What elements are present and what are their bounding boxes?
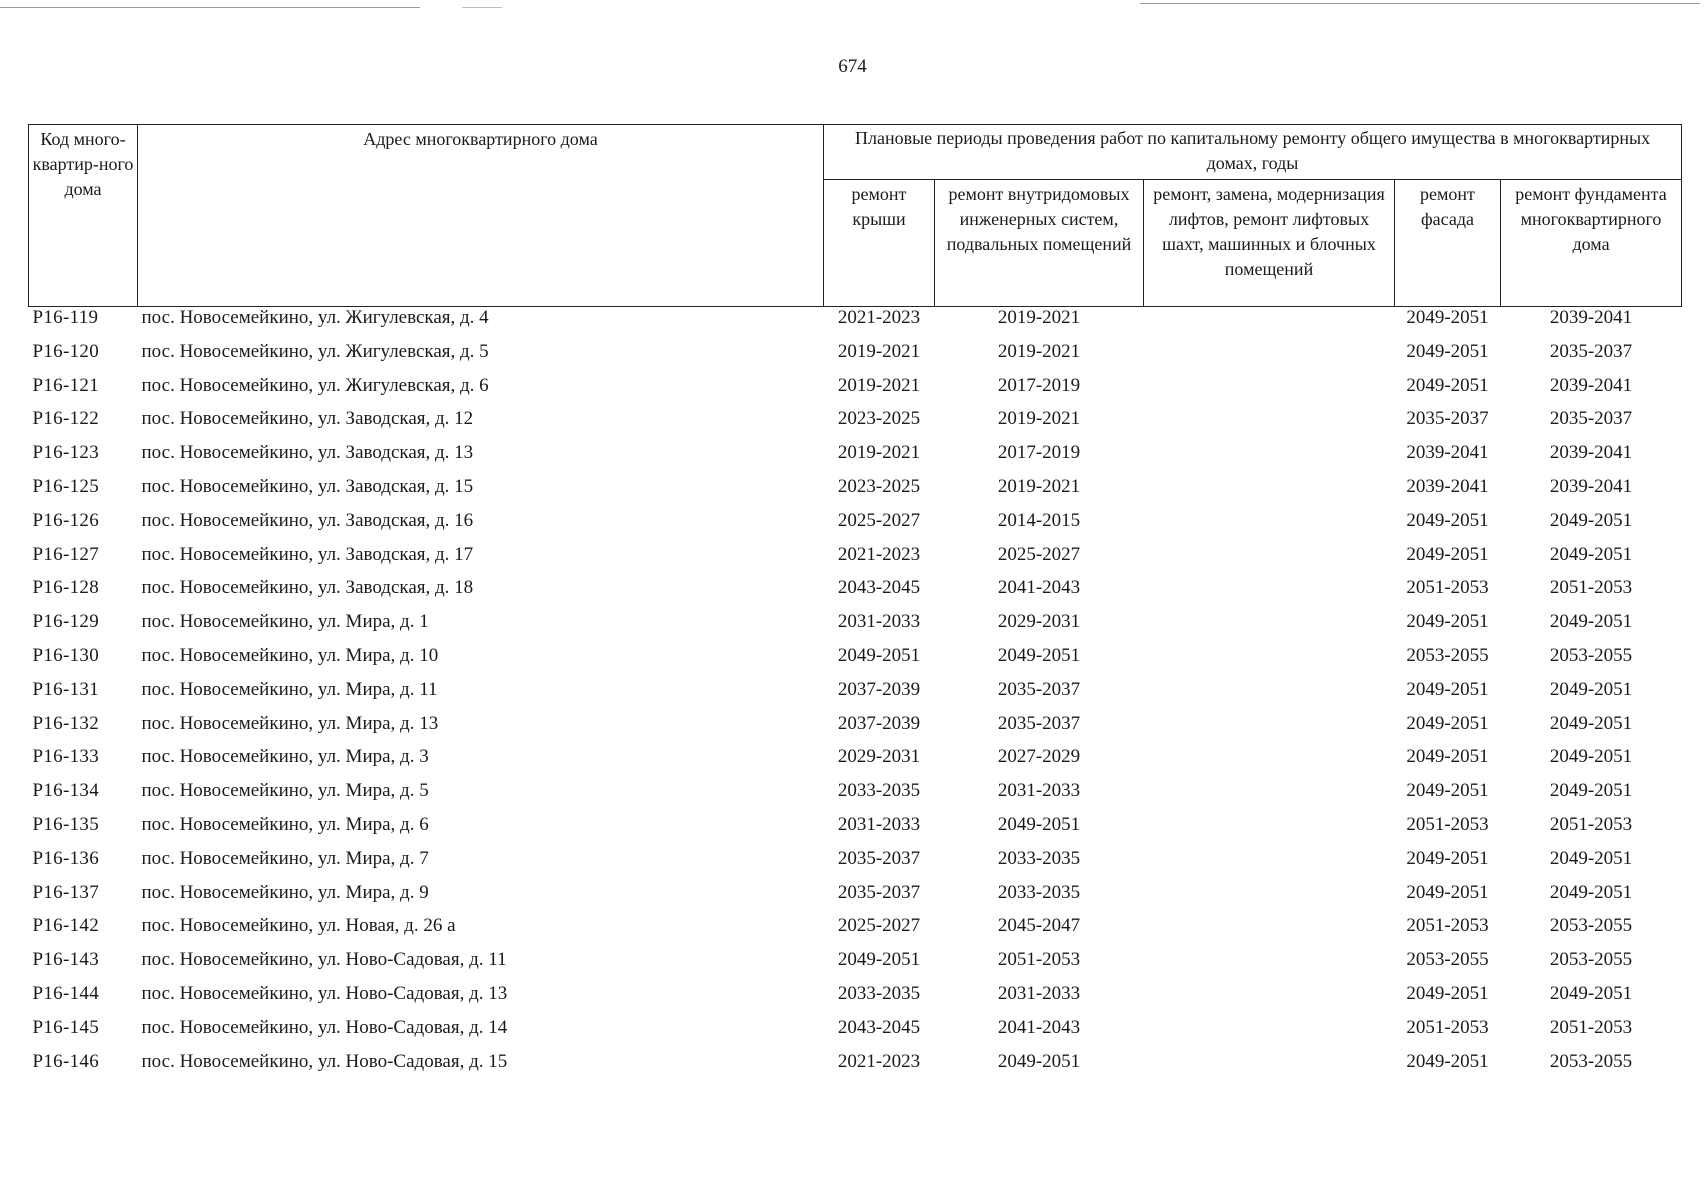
row-facade: 2049-2051 [1406, 340, 1489, 362]
row-code: Р16-127 [32, 543, 99, 565]
row-code: Р16-120 [32, 340, 99, 362]
table-row [29, 1017, 1682, 1051]
row-foundation: 2049-2051 [1549, 746, 1633, 768]
row-facade: 2049-2051 [1406, 509, 1489, 531]
row-code: Р16-128 [32, 577, 99, 599]
row-facade: 2049-2051 [1406, 881, 1489, 903]
repair-schedule-table [28, 124, 1682, 1084]
row-facade: 2039-2041 [1406, 442, 1489, 464]
row-elevators [1144, 746, 1395, 780]
row-foundation: 2035-2037 [1549, 408, 1633, 430]
row-foundation: 2053-2055 [1549, 1050, 1633, 1072]
row-foundation: 2035-2037 [1549, 340, 1633, 362]
row-facade: 2051-2053 [1406, 813, 1489, 835]
row-code: Р16-123 [32, 442, 99, 464]
scan-artifact-line [1140, 3, 1700, 4]
table-row [29, 476, 1682, 510]
table-row [29, 983, 1682, 1017]
row-code: Р16-144 [32, 982, 99, 1004]
row-elevators [1144, 611, 1395, 645]
table-row [29, 679, 1682, 713]
row-facade: 2051-2053 [1406, 1016, 1489, 1038]
row-elevators [1144, 442, 1395, 476]
row-address: пос. Новосемейкино, ул. Мира, д. 5 [141, 780, 429, 802]
row-foundation: 2049-2051 [1549, 881, 1633, 903]
row-roof: 2043-2045 [837, 1016, 921, 1038]
row-code: Р16-130 [32, 644, 99, 666]
row-roof: 2033-2035 [837, 780, 921, 802]
row-address: пос. Новосемейкино, ул. Заводская, д. 15 [141, 475, 474, 497]
row-foundation: 2049-2051 [1549, 847, 1633, 869]
row-systems: 2035-2037 [997, 678, 1081, 700]
row-code: Р16-126 [32, 509, 99, 531]
row-code: Р16-119 [32, 307, 99, 328]
table-row [29, 510, 1682, 544]
row-roof: 2031-2033 [837, 813, 921, 835]
row-roof: 2019-2021 [837, 340, 921, 362]
row-systems: 2051-2053 [997, 949, 1081, 971]
repair-schedule-table-frame [28, 124, 1682, 1084]
row-code: Р16-133 [32, 746, 99, 768]
row-systems: 2033-2035 [997, 847, 1081, 869]
row-systems: 2045-2047 [997, 915, 1081, 937]
row-elevators [1144, 848, 1395, 882]
row-address: пос. Новосемейкино, ул. Заводская, д. 16 [141, 509, 474, 531]
row-facade: 2049-2051 [1406, 678, 1489, 700]
row-elevators [1144, 408, 1395, 442]
row-systems: 2049-2051 [997, 644, 1081, 666]
row-roof: 2043-2045 [837, 577, 921, 599]
row-address: пос. Новосемейкино, ул. Мира, д. 3 [141, 746, 429, 768]
row-address: пос. Новосемейкино, ул. Ново-Садовая, д. 15 [141, 1050, 508, 1072]
table-row [29, 882, 1682, 916]
row-roof: 2037-2039 [837, 712, 921, 734]
row-roof: 2031-2033 [837, 611, 921, 633]
row-facade: 2049-2051 [1406, 1050, 1489, 1072]
row-elevators [1144, 814, 1395, 848]
header-roof: ремонт крыши [824, 180, 935, 307]
header-code: Код много-квартир-ного дома [29, 125, 138, 307]
row-elevators [1144, 375, 1395, 409]
row-code: Р16-137 [32, 881, 99, 903]
row-facade: 2049-2051 [1406, 374, 1489, 396]
row-roof: 2021-2023 [837, 307, 921, 328]
row-code: Р16-142 [32, 915, 99, 937]
row-systems: 2019-2021 [997, 475, 1081, 497]
row-foundation: 2053-2055 [1549, 915, 1633, 937]
row-foundation: 2053-2055 [1549, 949, 1633, 971]
row-code: Р16-122 [32, 408, 99, 430]
row-elevators [1144, 1017, 1395, 1051]
row-address: пос. Новосемейкино, ул. Заводская, д. 13 [141, 442, 474, 464]
row-elevators [1144, 983, 1395, 1017]
row-code: Р16-121 [32, 374, 99, 396]
row-roof: 2049-2051 [837, 644, 921, 666]
row-code: Р16-143 [32, 949, 99, 971]
row-roof: 2019-2021 [837, 374, 921, 396]
row-elevators [1144, 679, 1395, 713]
table-row [29, 915, 1682, 949]
header-elevators: ремонт, замена, модернизация лифтов, ремонт лифтовых шахт, машинных и блочных помещений [1144, 180, 1395, 307]
table-row [29, 645, 1682, 679]
row-address: пос. Новосемейкино, ул. Жигулевская, д. 6 [141, 374, 489, 396]
row-systems: 2035-2037 [997, 712, 1081, 734]
row-code: Р16-134 [32, 780, 99, 802]
row-address: пос. Новосемейкино, ул. Заводская, д. 18 [141, 577, 474, 599]
row-systems: 2017-2019 [997, 374, 1081, 396]
row-systems: 2041-2043 [997, 577, 1081, 599]
row-facade: 2049-2051 [1406, 982, 1489, 1004]
row-foundation: 2053-2055 [1549, 644, 1633, 666]
header-planned-periods: Плановые периоды проведения работ по капитальному ремонту общего имущества в многоквартирных домах, годы [824, 125, 1682, 180]
row-roof: 2025-2027 [837, 915, 921, 937]
row-address: пос. Новосемейкино, ул. Заводская, д. 12 [141, 408, 474, 430]
row-foundation: 2051-2053 [1549, 813, 1633, 835]
row-address: пос. Новосемейкино, ул. Жигулевская, д. 4 [141, 307, 489, 328]
row-address: пос. Новосемейкино, ул. Ново-Садовая, д. 14 [141, 1016, 508, 1038]
row-systems: 2025-2027 [997, 543, 1081, 565]
row-systems: 2031-2033 [997, 982, 1081, 1004]
row-foundation: 2049-2051 [1549, 780, 1633, 802]
row-code: Р16-146 [32, 1050, 99, 1072]
row-roof: 2049-2051 [837, 949, 921, 971]
row-systems: 2014-2015 [997, 509, 1081, 531]
row-systems: 2041-2043 [997, 1016, 1081, 1038]
row-elevators [1144, 713, 1395, 747]
table-row [29, 341, 1682, 375]
row-foundation: 2049-2051 [1549, 611, 1633, 633]
row-code: Р16-129 [32, 611, 99, 633]
row-code: Р16-125 [32, 475, 99, 497]
row-address: пос. Новосемейкино, ул. Ново-Садовая, д. 11 [141, 949, 507, 971]
table-row [29, 611, 1682, 645]
row-elevators [1144, 1051, 1395, 1085]
row-foundation: 2051-2053 [1549, 1016, 1633, 1038]
table-row [29, 848, 1682, 882]
row-elevators [1144, 476, 1395, 510]
row-address: пос. Новосемейкино, ул. Новая, д. 26 а [141, 915, 456, 937]
row-roof: 2021-2023 [837, 1050, 921, 1072]
row-foundation: 2049-2051 [1549, 712, 1633, 734]
row-address: пос. Новосемейкино, ул. Заводская, д. 17 [141, 543, 474, 565]
row-facade: 2049-2051 [1406, 746, 1489, 768]
scan-artifact-line [462, 7, 502, 8]
row-roof: 2019-2021 [837, 442, 921, 464]
table-row [29, 814, 1682, 848]
row-address: пос. Новосемейкино, ул. Мира, д. 9 [141, 881, 429, 903]
table-row [29, 307, 1682, 341]
row-systems: 2049-2051 [997, 1050, 1081, 1072]
row-code: Р16-131 [32, 678, 99, 700]
table-body [29, 307, 1682, 1085]
row-foundation: 2049-2051 [1549, 543, 1633, 565]
row-foundation: 2049-2051 [1549, 678, 1633, 700]
row-address: пос. Новосемейкино, ул. Жигулевская, д. 5 [141, 340, 489, 362]
table-row [29, 713, 1682, 747]
row-systems: 2029-2031 [997, 611, 1081, 633]
row-roof: 2033-2035 [837, 982, 921, 1004]
row-roof: 2023-2025 [837, 408, 921, 430]
table-row [29, 746, 1682, 780]
table-row [29, 780, 1682, 814]
row-facade: 2035-2037 [1406, 408, 1489, 430]
row-code: Р16-135 [32, 813, 99, 835]
row-facade: 2049-2051 [1406, 611, 1489, 633]
table-header [29, 125, 1682, 307]
row-roof: 2023-2025 [837, 475, 921, 497]
row-roof: 2035-2037 [837, 847, 921, 869]
table-row [29, 577, 1682, 611]
row-roof: 2037-2039 [837, 678, 921, 700]
row-foundation: 2039-2041 [1549, 475, 1633, 497]
table-row [29, 544, 1682, 578]
row-facade: 2049-2051 [1406, 307, 1489, 328]
row-address: пос. Новосемейкино, ул. Мира, д. 6 [141, 813, 429, 835]
page-number: 674 [838, 56, 867, 77]
row-address: пос. Новосемейкино, ул. Мира, д. 13 [141, 712, 439, 734]
row-elevators [1144, 780, 1395, 814]
row-roof: 2025-2027 [837, 509, 921, 531]
row-facade: 2051-2053 [1406, 915, 1489, 937]
row-facade: 2049-2051 [1406, 780, 1489, 802]
row-foundation: 2039-2041 [1549, 442, 1633, 464]
header-facade: ремонт фасада [1395, 180, 1501, 307]
scan-artifact-line [0, 7, 420, 8]
row-systems: 2049-2051 [997, 813, 1081, 835]
row-roof: 2021-2023 [837, 543, 921, 565]
row-systems: 2019-2021 [997, 307, 1081, 328]
row-elevators [1144, 645, 1395, 679]
row-facade: 2049-2051 [1406, 712, 1489, 734]
row-elevators [1144, 307, 1395, 341]
row-systems: 2019-2021 [997, 340, 1081, 362]
table-row [29, 949, 1682, 983]
row-roof: 2029-2031 [837, 746, 921, 768]
row-systems: 2019-2021 [997, 408, 1081, 430]
row-facade: 2039-2041 [1406, 475, 1489, 497]
row-elevators [1144, 510, 1395, 544]
row-systems: 2017-2019 [997, 442, 1081, 464]
row-systems: 2031-2033 [997, 780, 1081, 802]
row-code: Р16-136 [32, 847, 99, 869]
row-elevators [1144, 544, 1395, 578]
row-facade: 2051-2053 [1406, 577, 1489, 599]
header-address: Адрес многоквартирного дома [138, 125, 824, 307]
row-elevators [1144, 341, 1395, 375]
row-roof: 2035-2037 [837, 881, 921, 903]
table-row [29, 442, 1682, 476]
header-engineering-systems: ремонт внутридомовых инженерных систем, подвальных помещений [935, 180, 1144, 307]
row-elevators [1144, 882, 1395, 916]
row-foundation: 2051-2053 [1549, 577, 1633, 599]
row-address: пос. Новосемейкино, ул. Мира, д. 1 [141, 611, 429, 633]
row-elevators [1144, 949, 1395, 983]
header-foundation: ремонт фундамента многоквартирного дома [1501, 180, 1682, 307]
table-row [29, 1051, 1682, 1085]
row-foundation: 2039-2041 [1549, 307, 1633, 328]
row-systems: 2027-2029 [997, 746, 1081, 768]
row-foundation: 2049-2051 [1549, 509, 1633, 531]
row-facade: 2049-2051 [1406, 543, 1489, 565]
row-systems: 2033-2035 [997, 881, 1081, 903]
row-code: Р16-132 [32, 712, 99, 734]
row-facade: 2049-2051 [1406, 847, 1489, 869]
row-foundation: 2039-2041 [1549, 374, 1633, 396]
row-address: пос. Новосемейкино, ул. Ново-Садовая, д. 13 [141, 982, 508, 1004]
row-address: пос. Новосемейкино, ул. Мира, д. 11 [141, 678, 438, 700]
table-row [29, 408, 1682, 442]
row-address: пос. Новосемейкино, ул. Мира, д. 7 [141, 847, 429, 869]
row-address: пос. Новосемейкино, ул. Мира, д. 10 [141, 644, 439, 666]
row-elevators [1144, 577, 1395, 611]
row-facade: 2053-2055 [1406, 644, 1489, 666]
row-elevators [1144, 915, 1395, 949]
row-facade: 2053-2055 [1406, 949, 1489, 971]
row-code: Р16-145 [32, 1016, 99, 1038]
table-row [29, 375, 1682, 409]
row-foundation: 2049-2051 [1549, 982, 1633, 1004]
